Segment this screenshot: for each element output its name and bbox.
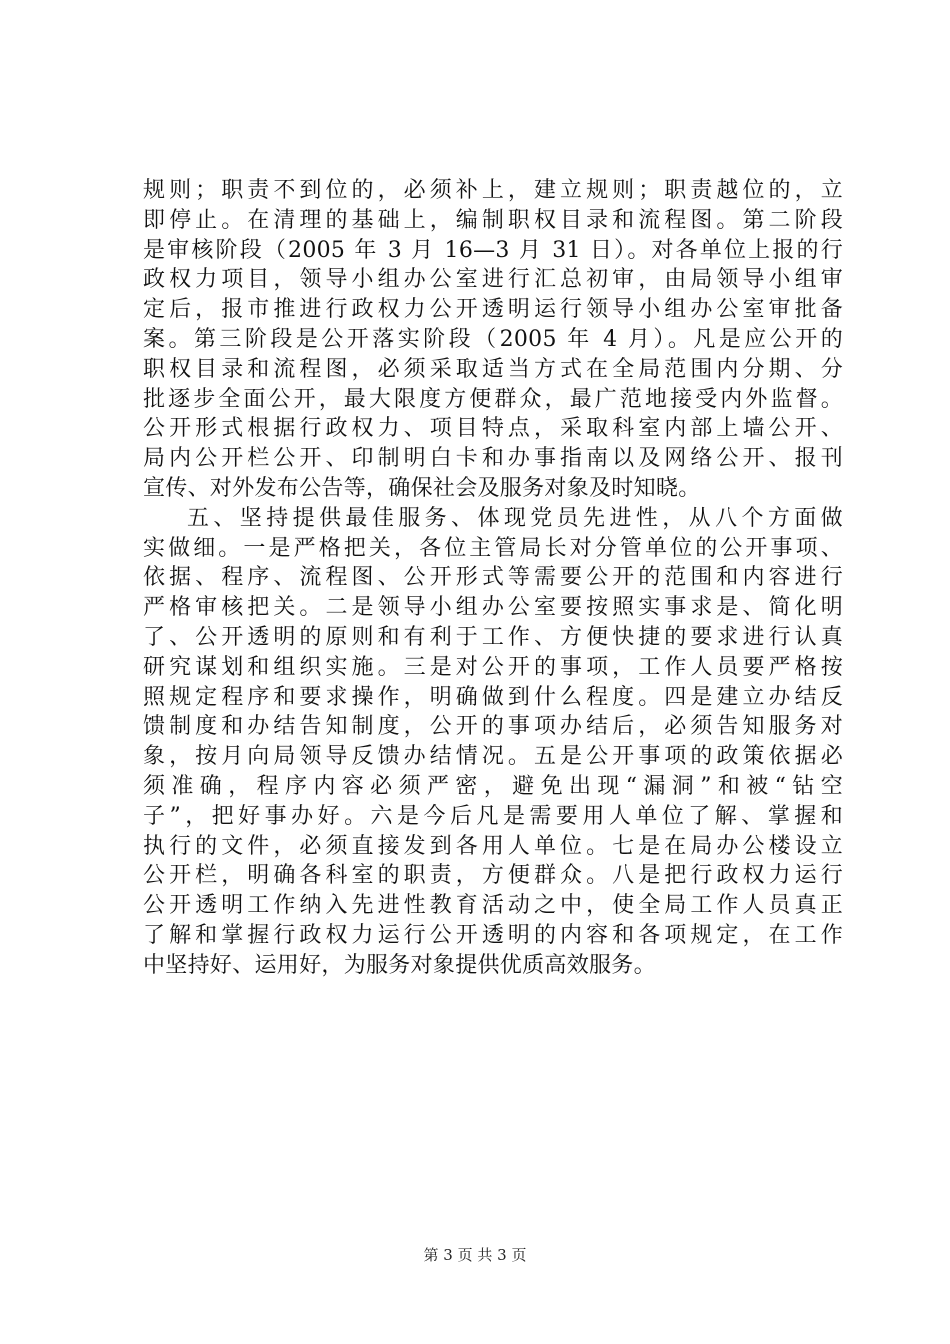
- text-line: 案。第三阶段是公开落实阶段（2005 年 4 月）。凡是应公开的: [143, 326, 843, 352]
- text-line: 是审核阶段（2005 年 3 月 16—3 月 31 日）。对各单位上报的行: [143, 237, 843, 263]
- text-line: 定后，报市推进行政权力公开透明运行领导小组办公室审批备: [143, 297, 843, 323]
- document-body: [143, 176, 843, 981]
- text-line: 公开透明工作纳入先进性教育活动之中，使全局工作人员真正: [143, 893, 843, 919]
- text-line: 批逐步全面公开，最大限度方便群众，最广范地接受内外监督。: [143, 386, 843, 412]
- text-line: 政权力项目，领导小组办公室进行汇总初审，由局领导小组审: [143, 267, 843, 293]
- text-line: 即停止。在清理的基础上，编制职权目录和流程图。第二阶段: [143, 207, 843, 233]
- paragraph-start-line: 五、坚持提供最佳服务、体现党员先进性，从八个方面做: [187, 505, 843, 531]
- text-line: 公开栏，明确各科室的职责，方便群众。八是把行政权力运行: [143, 863, 843, 889]
- text-line: 照规定程序和要求操作，明确做到什么程度。四是建立办结反: [143, 684, 843, 710]
- text-line: 馈制度和办结告知制度，公开的事项办结后，必须告知服务对: [143, 714, 843, 740]
- text-line: 象，按月向局领导反馈办结情况。五是公开事项的政策依据必: [143, 744, 843, 770]
- text-line: 实做细。一是严格把关，各位主管局长对分管单位的公开事项、: [143, 535, 843, 561]
- text-line: 依据、程序、流程图、公开形式等需要公开的范围和内容进行: [143, 565, 843, 591]
- text-line: 公开形式根据行政权力、项目特点，采取科室内部上墙公开、: [143, 416, 843, 442]
- text-line: 规则；职责不到位的，必须补上，建立规则；职责越位的，立: [143, 178, 843, 203]
- text-line: 局内公开栏公开、印制明白卡和办事指南以及网络公开、报刊: [143, 446, 843, 472]
- text-line: 了、公开透明的原则和有利于工作、方便快捷的要求进行认真: [143, 624, 843, 650]
- text-line: 严格审核把关。二是领导小组办公室要按照实事求是、简化明: [143, 595, 843, 621]
- text-line: 研究谋划和组织实施。三是对公开的事项，工作人员要严格按: [143, 654, 843, 680]
- page-number-footer: 第 3 页 共 3 页: [423, 1246, 527, 1264]
- text-line: 执行的文件，必须直接发到各用人单位。七是在局办公楼设立: [143, 833, 843, 859]
- text-line: 了解和掌握行政权力运行公开透明的内容和各项规定，在工作: [143, 922, 843, 948]
- text-line: 须准确，程序内容必须严密，避免出现“漏洞”和被“钻空: [143, 773, 843, 799]
- text-line: 宣传、对外发布公告等，确保社会及服务对象及时知晓。: [143, 475, 701, 501]
- text-line: 职权目录和流程图，必须采取适当方式在全局范围内分期、分: [143, 356, 843, 382]
- text-line: 中坚持好、运用好，为服务对象提供优质高效服务。: [143, 952, 656, 978]
- text-line: 子”，把好事办好。六是今后凡是需要用人单位了解、掌握和: [143, 803, 843, 829]
